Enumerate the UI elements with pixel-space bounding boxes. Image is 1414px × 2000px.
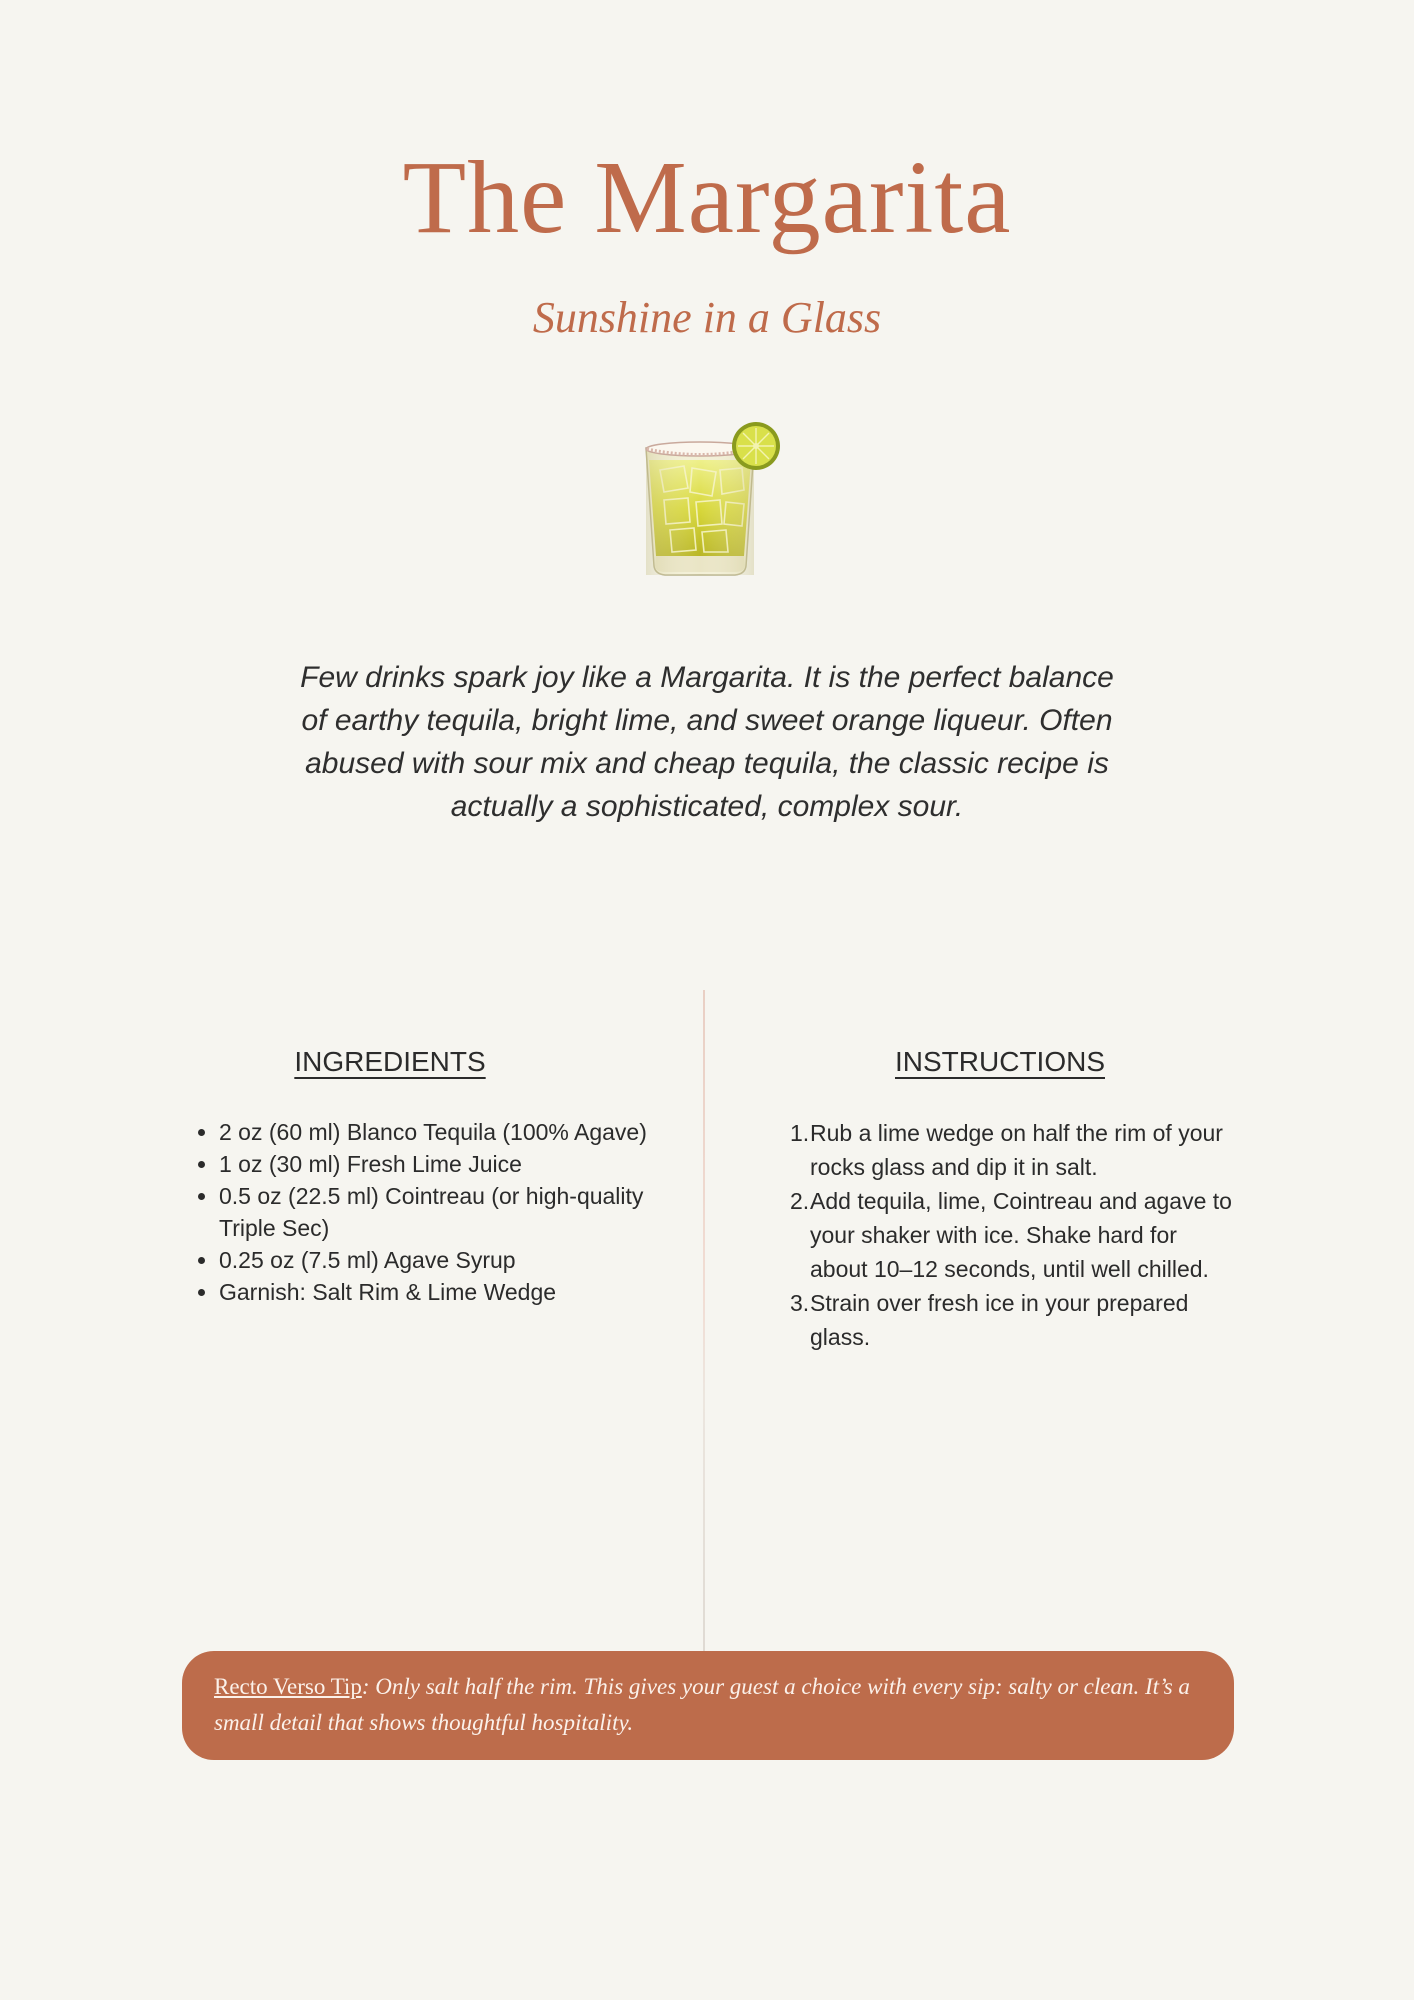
instruction-step [790,1116,1240,1184]
step-text: Add tequila, lime, Cointreau and agave to your shaker with ice. Shake hard for about 10–12 seconds, until well chilled. [810,1188,1232,1282]
page-subtitle: Sunshine in a Glass [532,293,882,342]
ingredient-item: • 1 oz (30 ml) Fresh Lime Juice [219,1148,699,1180]
tip-label: Recto Verso Tip [214,1674,362,1699]
instructions-list [790,1116,1240,1354]
step-text: Rub a lime wedge on half the rim of your rocks glass and dip it in salt. [810,1120,1223,1180]
intro-paragraph: Few drinks spark joy like a Margarita. It is the perfect balance of earthy tequila, bright lime, and sweet orange liqueur. Often abused with sour mix and cheap tequila, the classic recipe is actually a sophisticated, complex sour. [300,661,1114,823]
step-number: 2. [790,1188,810,1214]
instruction-step [790,1286,1240,1354]
tip-text: : Only salt half the rim. This gives your guest a choice with every sip: salty or clean. It’s a small detail that shows thoughtful hospitality. [214,1674,1190,1735]
ingredients-heading: INGREDIENTS [294,1046,486,1077]
ingredient-item: • 0.5 oz (22.5 ml) Cointreau (or high-quality Triple Sec) [219,1180,699,1244]
column-divider [703,990,705,1670]
instruction-step [790,1184,1240,1286]
page-title: The Margarita [402,140,1012,255]
ingredient-item: • 0.25 oz (7.5 ml) Agave Syrup [219,1244,699,1276]
margarita-glass-icon [640,418,790,580]
ingredient-item: • 2 oz (60 ml) Blanco Tequila (100% Agave) [219,1116,699,1148]
instructions-heading: INSTRUCTIONS [895,1046,1105,1077]
ingredients-list [190,1116,699,1308]
step-number: 3. [790,1290,810,1316]
step-text: Strain over fresh ice in your prepared glass. [810,1290,1189,1350]
step-number: 1. [790,1120,810,1146]
tip-box [182,1651,1234,1760]
ingredient-item: • Garnish: Salt Rim & Lime Wedge [219,1276,699,1308]
